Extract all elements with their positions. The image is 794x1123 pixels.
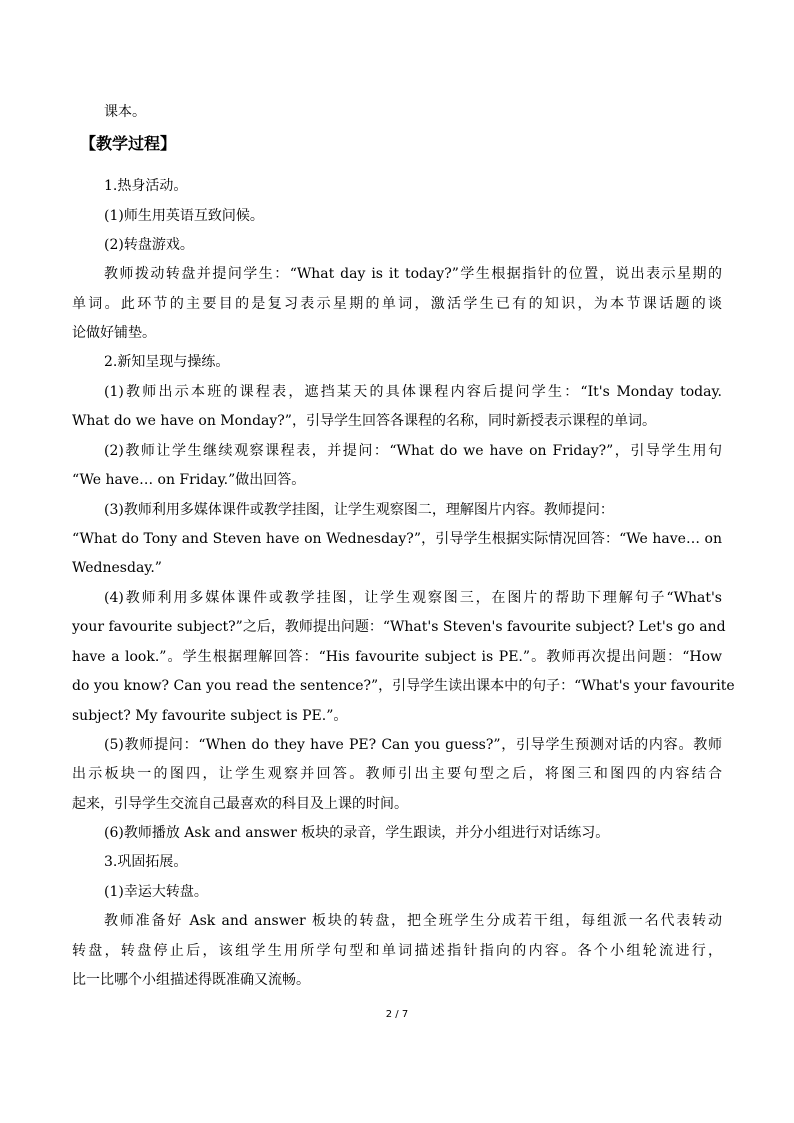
text-line: “What do Tony and Steven have on Wednesday?”，引导学生根据实际情况回答：“We have… on bbox=[72, 531, 722, 547]
text-line: 2.新知呈现与操练。 bbox=[104, 354, 230, 370]
text-line: 起来，引导学生交流自己最喜欢的科目及上课的时间。 bbox=[72, 796, 408, 812]
section-heading: 【教学过程】 bbox=[80, 134, 177, 153]
text-line: (4)教师利用多媒体课件或教学挂图，让学生观察图三，在图片的帮助下理解句子“What's bbox=[104, 590, 722, 606]
text-line: (1)幸运大转盘。 bbox=[104, 884, 208, 900]
text-line: 比一比哪个小组描述得既准确又流畅。 bbox=[72, 972, 310, 988]
text-line: (2)教师让学生继续观察课程表，并提问：“What do we have on Friday?”，引导学生用句 bbox=[104, 443, 722, 459]
text-line: 出示板块一的图四，让学生观察并回答。教师引出主要句型之后，将图三和图四的内容结合 bbox=[72, 766, 722, 782]
text-line: have a look.”。学生根据理解回答：“His favourite subject is PE.”。教师再次提出问题：“How bbox=[72, 649, 722, 665]
text-line: your favourite subject?”之后，教师提出问题：“What's Steven's favourite subject? Let's go and bbox=[72, 619, 726, 635]
text-line: subject? My favourite subject is PE.”。 bbox=[72, 708, 348, 724]
text-line: 1.热身活动。 bbox=[104, 178, 188, 194]
text-line: What do we have on Monday?”，引导学生回答各课程的名称，同时新授表示课程的单词。 bbox=[72, 413, 656, 429]
text-line: (1)教师出示本班的课程表，遮挡某天的具体课程内容后提问学生：“It's Monday today. bbox=[104, 384, 722, 400]
text-line: 教师准备好 Ask and answer 板块的转盘，把全班学生分成若干组，每组派一名代表转动 bbox=[104, 913, 722, 929]
text-line: (2)转盘游戏。 bbox=[104, 237, 194, 253]
text-line: (1)师生用英语互致问候。 bbox=[104, 208, 264, 224]
page-number: 2 / 7 bbox=[385, 1009, 409, 1020]
text-line: 课本。 bbox=[104, 104, 146, 120]
text-line: Wednesday.” bbox=[72, 560, 162, 576]
text-line: (5)教师提问：“When do they have PE? Can you guess?”，引导学生预测对话的内容。教师 bbox=[104, 737, 722, 753]
text-line: 转盘，转盘停止后，该组学生用所学句型和单词描述指针指向的内容。各个小组轮流进行， bbox=[72, 943, 722, 959]
text-line: (6)教师播放 Ask and answer 板块的录音，学生跟读，并分小组进行对话练习。 bbox=[104, 825, 610, 841]
text-line: “We have… on Friday.”做出回答。 bbox=[72, 472, 306, 488]
text-line: 教师拨动转盘并提问学生：“What day is it today?”学生根据指针的位置，说出表示星期的 bbox=[104, 266, 722, 282]
text-line: do you know? Can you read the sentence?”，引导学生读出课本中的句子：“What's your favourite bbox=[72, 678, 735, 694]
text-line: (3)教师利用多媒体课件或教学挂图，让学生观察图二，理解图片内容。教师提问： bbox=[104, 502, 614, 518]
text-line: 论做好铺垫。 bbox=[72, 325, 156, 341]
text-line: 单词。此环节的主要目的是复习表示星期的单词，激活学生已有的知识，为本节课话题的谈 bbox=[72, 296, 722, 312]
text-line: 3.巩固拓展。 bbox=[104, 854, 188, 870]
